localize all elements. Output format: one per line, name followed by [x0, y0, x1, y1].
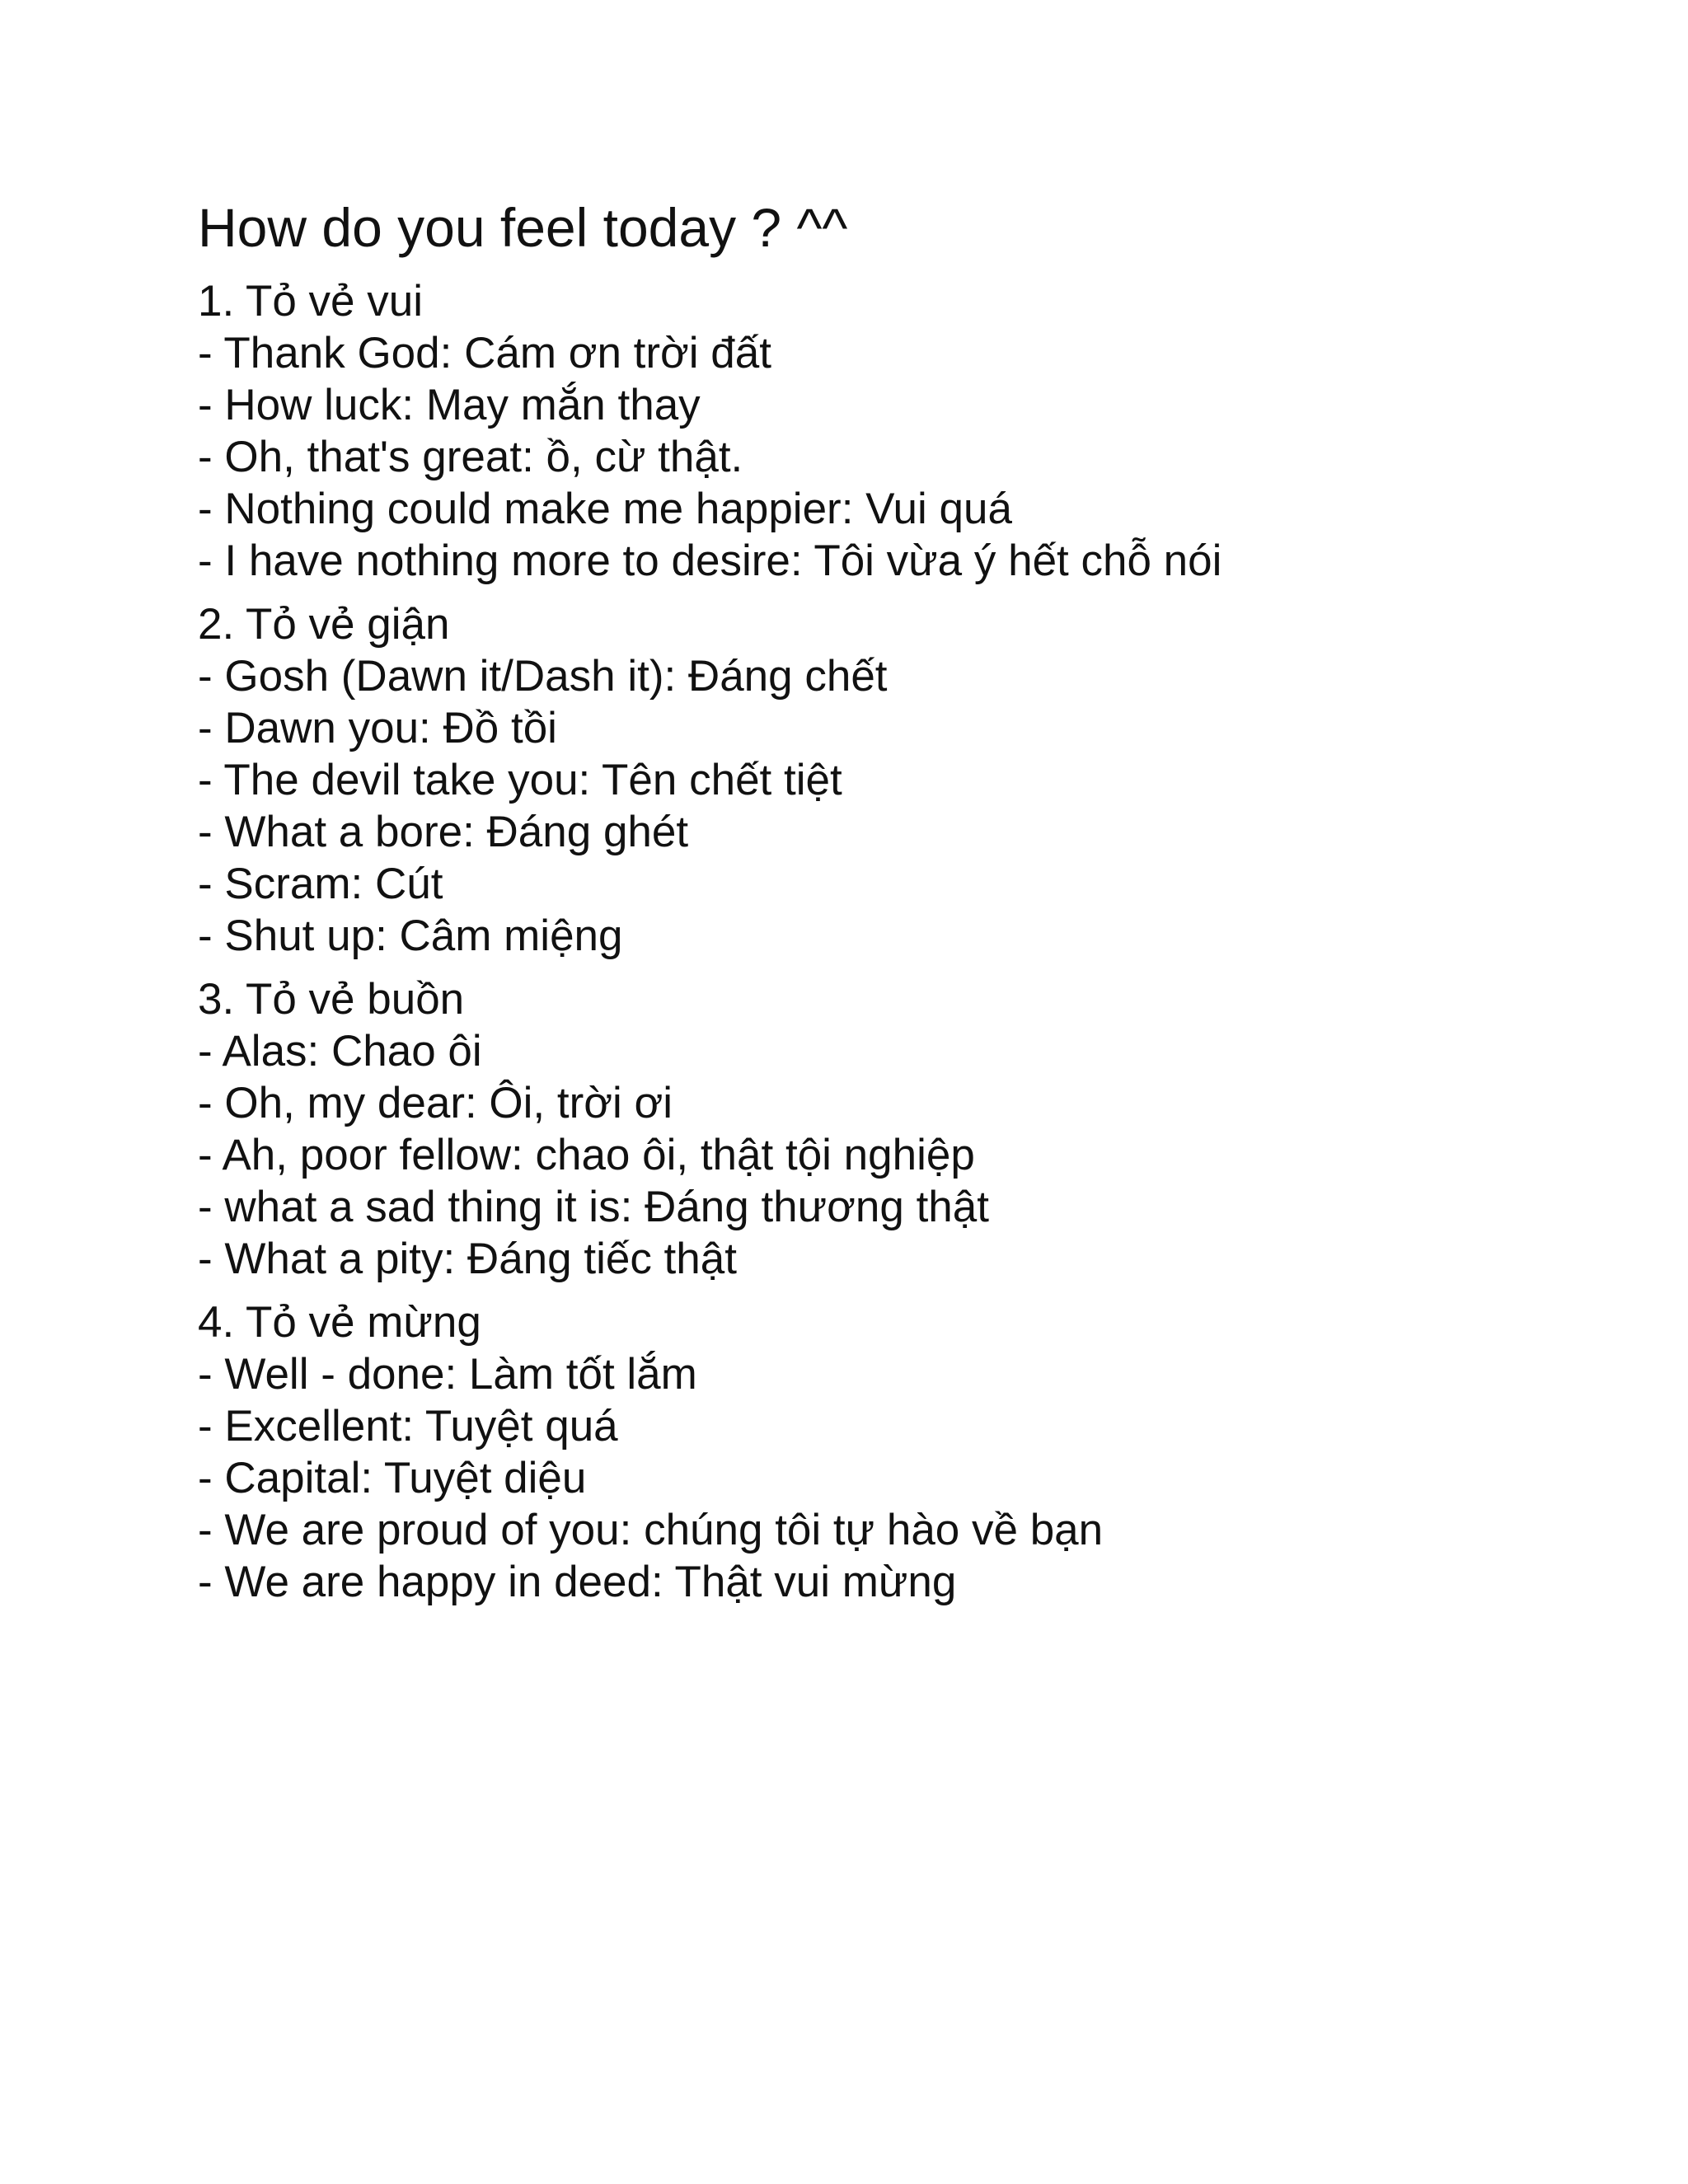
section-happy: [198, 275, 1599, 587]
document-page: [198, 191, 1599, 1619]
list-item: - We are happy in deed: Thật vui mừng: [198, 1558, 957, 1606]
list-item: - How luck: May mắn thay: [198, 381, 701, 429]
list-item: - Excellent: Tuyệt quá: [198, 1402, 618, 1451]
list-item: - The devil take you: Tên chết tiệt: [198, 756, 842, 804]
list-item: - Well - done: Làm tốt lắm: [198, 1350, 697, 1399]
section-heading: 1. Tỏ vẻ vui: [198, 277, 423, 326]
list-item: - What a pity: Đáng tiếc thật: [198, 1235, 737, 1283]
list-item: - Alas: Chao ôi: [198, 1027, 482, 1076]
section-heading: 4. Tỏ vẻ mừng: [198, 1298, 481, 1347]
list-item: - Scram: Cút: [198, 860, 443, 908]
section-angry: [198, 598, 1599, 962]
list-item: - Capital: Tuyệt diệu: [198, 1454, 587, 1502]
section-heading: 2. Tỏ vẻ giận: [198, 600, 450, 649]
section-sad: [198, 973, 1599, 1285]
list-item: - Oh, my dear: Ôi, trời ơi: [198, 1079, 673, 1127]
list-item: - Nothing could make me happier: Vui quá: [198, 485, 1012, 533]
list-item: - We are proud of you: chúng tôi tự hào về bạn: [198, 1506, 1104, 1554]
section-heading: 3. Tỏ vẻ buồn: [198, 975, 465, 1024]
list-item: - Shut up: Câm miệng: [198, 912, 623, 960]
list-item: - Oh, that's great: ồ, cừ thật.: [198, 433, 743, 481]
list-item: - What a bore: Đáng ghét: [198, 808, 689, 856]
section-congratulate: [198, 1296, 1599, 1608]
list-item: - Gosh (Dawn it/Dash it): Đáng chết: [198, 652, 888, 701]
list-item: - Dawn you: Đồ tồi: [198, 704, 557, 752]
page-title: How do you feel today ? ^^: [198, 197, 848, 258]
list-item: - what a sad thing it is: Đáng thương thật: [198, 1183, 989, 1231]
list-item: - I have nothing more to desire: Tôi vừa ý hết chỗ nói: [198, 537, 1222, 585]
list-item: - Ah, poor fellow: chao ôi, thật tội nghiệp: [198, 1131, 975, 1179]
list-item: - Thank God: Cám ơn trời đất: [198, 329, 771, 377]
